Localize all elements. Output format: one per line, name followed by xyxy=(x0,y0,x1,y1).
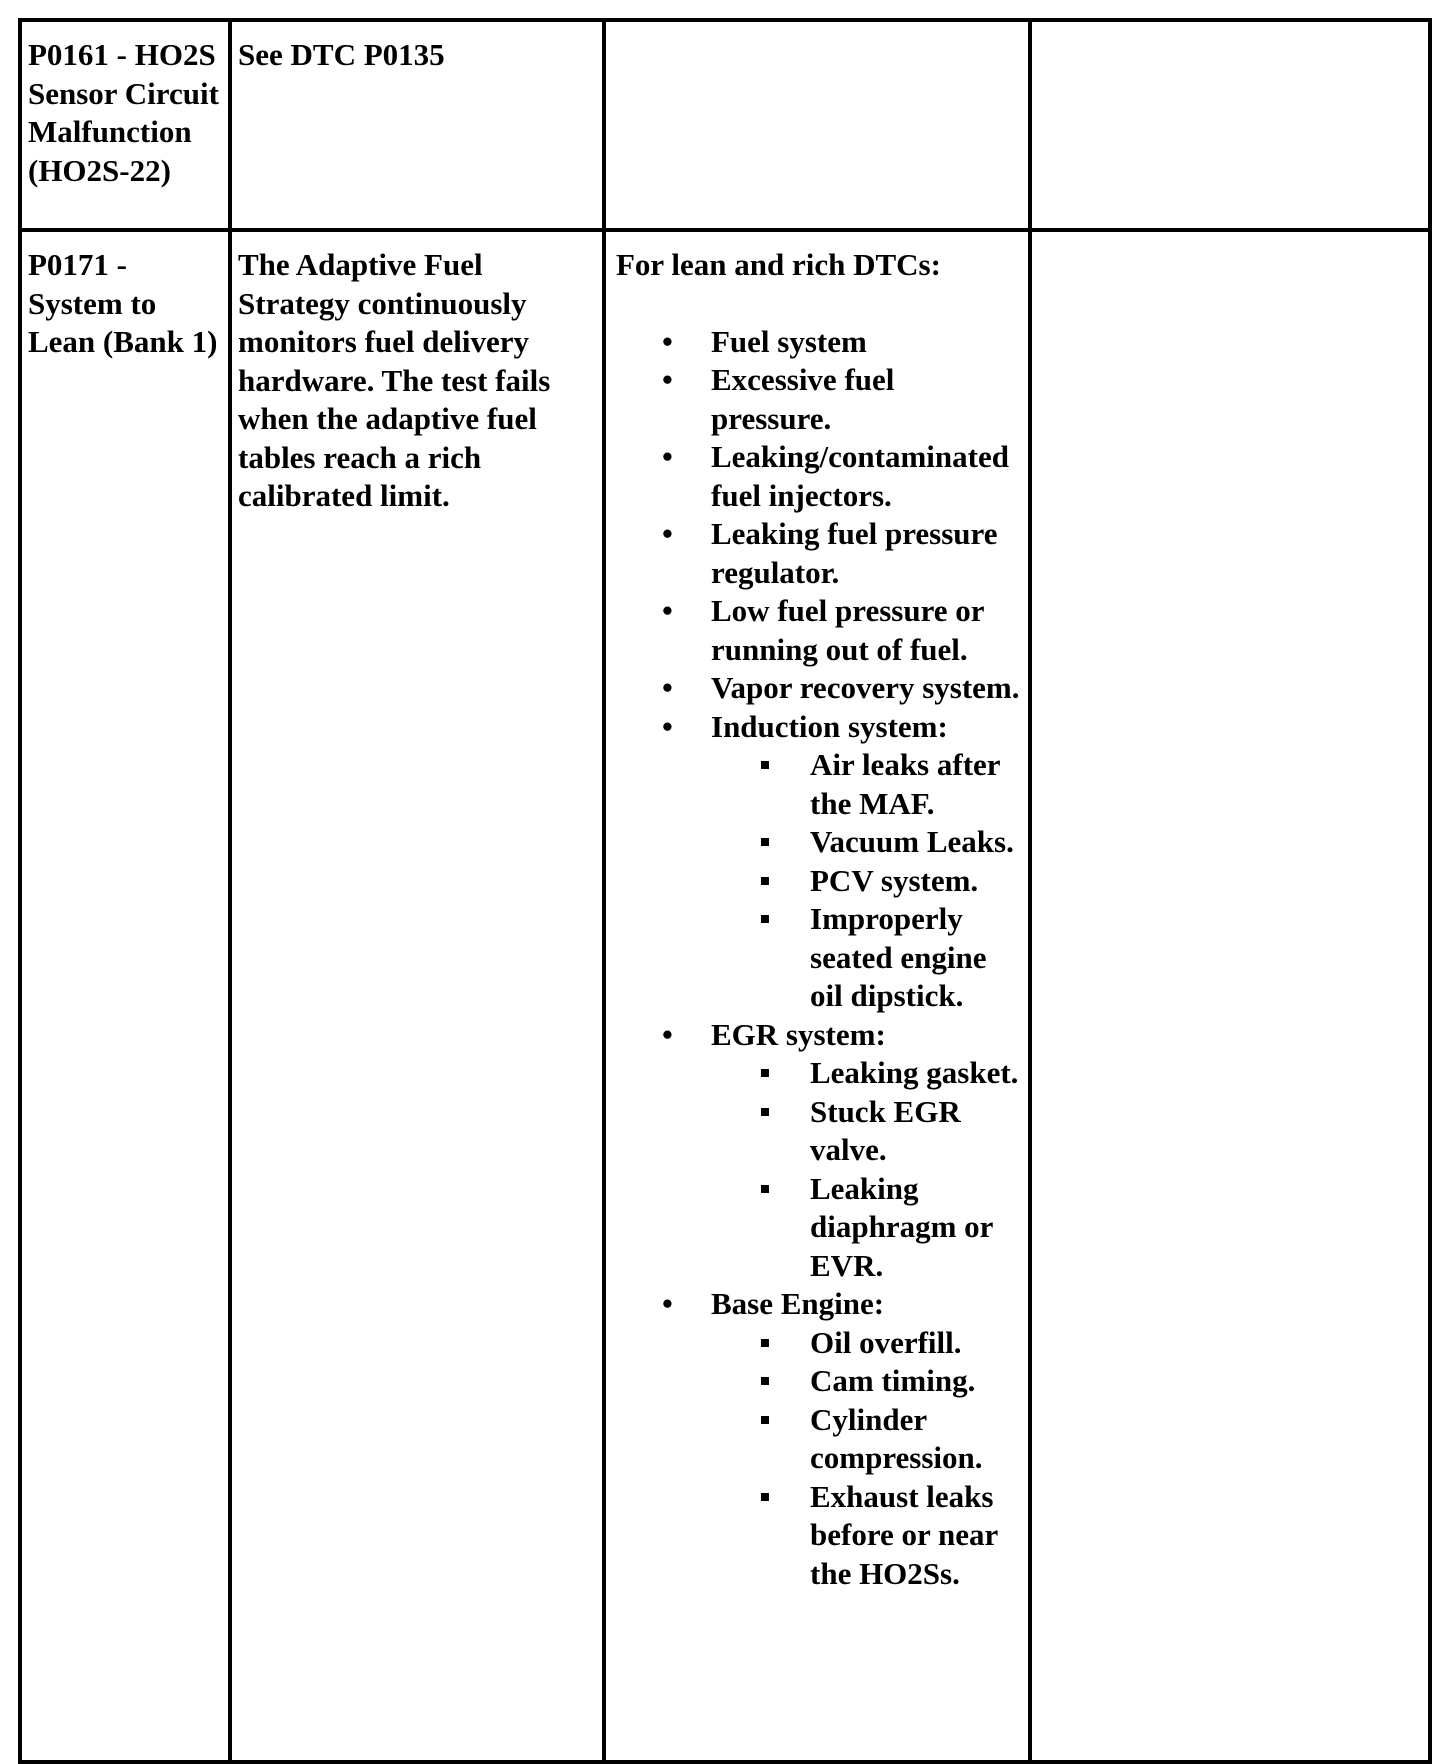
causes-intro: For lean and rich DTCs: xyxy=(616,247,941,282)
dtc-code-cell: P0171 - System to Lean (Bank 1) xyxy=(20,230,230,1762)
dtc-extra-cell xyxy=(1030,230,1430,1762)
cause-subitem: Cam timing. xyxy=(711,1362,1022,1401)
dtc-causes-cell xyxy=(604,20,1030,230)
causes-list xyxy=(612,323,1022,1594)
cause-subitem: Cylinder compression. xyxy=(711,1401,1022,1478)
cause-item-text: EGR system: xyxy=(711,1016,886,1052)
dtc-causes-cell xyxy=(604,230,1030,1762)
dtc-description-cell: See DTC P0135 xyxy=(230,20,604,230)
dtc-description-cell: The Adaptive Fuel Strategy continuously monitors fuel delivery hardware. The test fails when the adaptive fuel tables reach a rich calibrated limit. xyxy=(230,230,604,1762)
cause-subitem: Air leaks after the MAF. xyxy=(711,746,1022,823)
cause-item xyxy=(612,708,1022,1016)
cause-item-text: Leaking fuel pressure regulator. xyxy=(711,516,998,590)
cause-sublist xyxy=(711,746,1022,1016)
cause-item xyxy=(612,592,1022,669)
cause-sublist xyxy=(711,1054,1022,1285)
cause-item xyxy=(612,515,1022,592)
cause-subitem: Stuck EGR valve. xyxy=(711,1093,1022,1170)
cause-item xyxy=(612,361,1022,438)
dtc-extra-cell xyxy=(1030,20,1430,230)
cause-item-text: Induction system: xyxy=(711,708,948,744)
dtc-code-cell: P0161 - HO2S Sensor Circuit Malfunction (HO2S-22) xyxy=(20,20,230,230)
cause-item-text: Leaking/contaminated fuel injectors. xyxy=(711,439,1009,513)
dtc-table xyxy=(18,18,1432,1764)
cause-item-text: Low fuel pressure or running out of fuel. xyxy=(711,593,984,667)
cause-item xyxy=(612,1016,1022,1286)
cause-item-text: Vapor recovery system. xyxy=(711,670,1020,705)
cause-subitem: Improperly seated engine oil dipstick. xyxy=(711,900,1022,1016)
cause-item-text: Excessive fuel pressure. xyxy=(711,362,895,436)
table-row-p0171 xyxy=(20,230,1430,1762)
table-row-p0161 xyxy=(20,20,1430,230)
cause-subitem: Oil overfill. xyxy=(711,1324,1022,1363)
cause-subitem: Leaking diaphragm or EVR. xyxy=(711,1170,1022,1286)
cause-subitem: Vacuum Leaks. xyxy=(711,823,1022,862)
cause-subitem: Leaking gasket. xyxy=(711,1054,1022,1093)
cause-item xyxy=(612,438,1022,515)
cause-item xyxy=(612,669,1022,708)
cause-subitem: Exhaust leaks before or near the HO2Ss. xyxy=(711,1478,1022,1594)
cause-subitem: PCV system. xyxy=(711,862,1022,901)
cause-item xyxy=(612,1285,1022,1593)
cause-item-text: Base Engine: xyxy=(711,1286,885,1321)
cause-item xyxy=(612,323,1022,362)
cause-sublist xyxy=(711,1324,1022,1594)
cause-item-text: Fuel system xyxy=(711,323,867,359)
